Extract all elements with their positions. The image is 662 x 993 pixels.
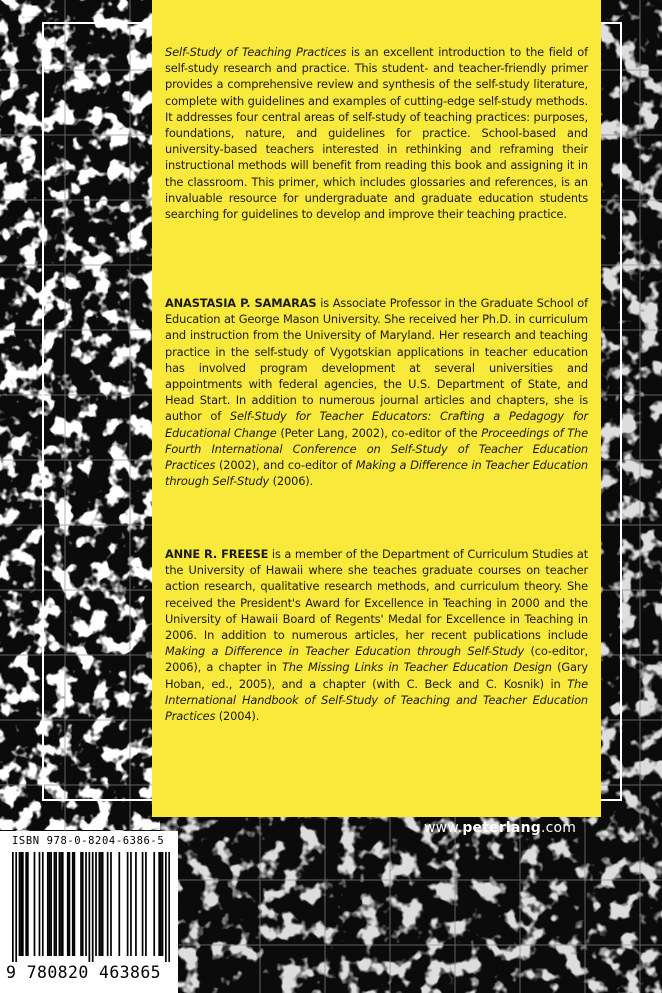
barcode-bar <box>47 852 49 956</box>
barcode-bar <box>62 852 64 956</box>
publisher-website: www.peterlang.com <box>424 820 577 836</box>
barcode-icon <box>12 852 170 962</box>
barcode-bar <box>127 852 129 956</box>
barcode-bar <box>42 852 44 956</box>
barcode-bar <box>102 852 104 956</box>
barcode-bar <box>145 852 147 956</box>
barcode-bar <box>49 852 51 956</box>
barcode-bar <box>118 852 120 956</box>
barcode-bar <box>135 852 137 956</box>
barcode-bar <box>69 852 71 956</box>
barcode-bar <box>39 852 41 956</box>
author-name-freese: ANNE R. FREESE <box>165 547 269 561</box>
barcode-bar <box>72 852 74 956</box>
barcode-bar <box>142 852 144 956</box>
barcode-bar <box>98 852 100 956</box>
isbn-label: ISBN 978-0-8204-6386-5 <box>12 835 165 847</box>
barcode-bar <box>107 852 109 956</box>
barcode-bar <box>95 852 97 956</box>
description-text: is an excellent introduction to the field of self-study research and practice. This student- and teacher-friendly primer provides a comprehensive review and synthesis of the self-study literature, complete with guidelines and examples of cutting-edge self-study methods. It addresses four central areas of self-study of teaching practices: purposes, foundations, nature, and guidelines for practice. School-based and university-based teachers interested in rethinking and reframing their instructional methods will benefit from reading this book and assigning it in the classroom. This primer, which includes glossaries and references, is an invaluable resource for undergraduate and graduate education students searching for guidelines to develop and improve their teaching practice. <box>165 45 588 222</box>
barcode-bar <box>12 852 14 962</box>
isbn-barcode-block <box>0 831 178 993</box>
barcode-bar <box>158 852 160 956</box>
barcode-bar <box>50 852 52 956</box>
barcode-bar <box>82 852 84 956</box>
barcode-bar <box>19 852 21 956</box>
author-bio-freese: ANNE R. FREESE is a member of the Department of Curriculum Studies at the University of Hawaii where she teaches graduate courses on teacher action research, qualitative research methods, and curriculum theory. She received the President's Award for Excellence in Teaching in 2000 and the University of Hawaii Board of Regents' Medal for Excellence in Teaching in 2006. In addition to numerous articles, her recent publications include Making a Difference in Teacher Education through Self-Study (co-editor, 2006), a chapter in The Missing Links in Teacher Education Design (Gary Hoban, ed., 2005), and a chapter (with C. Beck and C. Kosnik) in The International Handbook of Self-Study of Teaching and Teacher Education Practices (2004). <box>165 547 589 724</box>
barcode-bar <box>110 852 112 956</box>
barcode-bar <box>67 852 69 956</box>
barcode-bar <box>89 852 91 962</box>
barcode-digits: 9 780820 463865 <box>6 963 162 982</box>
barcode-bar <box>100 852 102 956</box>
barcode-bar <box>168 852 170 962</box>
barcode-bar <box>160 852 162 956</box>
barcode-bar <box>60 852 62 956</box>
barcode-bar <box>55 852 57 956</box>
barcode-bar <box>85 852 87 956</box>
barcode-bar <box>162 852 164 956</box>
barcode-bar <box>20 852 22 956</box>
barcode-bar <box>59 852 61 956</box>
barcode-bar <box>15 852 17 962</box>
barcode-bar <box>22 852 24 956</box>
author-bio-samaras: ANASTASIA P. SAMARAS is Associate Professor in the Graduate School of Education at George Mason University. She received her Ph.D. in curriculum and instruction from the University of Maryland. Her research and teaching practice in the self-study of Vygotskian applications in teacher education has involved program development at several universities and appointments with federal agencies, the U.S. Department of State, and Head Start. In addition to numerous journal articles and chapters, she is author of Self-Study for Teacher Educators: Crafting a Pedagogy for Educational Change (Peter Lang, 2002), co-editor of the Proceedings of The Fourth International Conference on Self-Study of Teacher Education Practices (2002), and co-editor of Making a Difference in Teacher Education through Self-Study (2006). <box>165 296 588 489</box>
author-name-samaras: ANASTASIA P. SAMARAS <box>165 296 317 310</box>
book-description-paragraph <box>165 44 588 222</box>
barcode-bar <box>80 852 82 956</box>
book-title: Self-Study of Teaching Practices <box>165 45 347 59</box>
barcode-bar <box>27 852 29 956</box>
barcode-bar <box>165 852 167 962</box>
barcode-bar <box>130 852 132 956</box>
frame-line-left <box>42 22 44 801</box>
frame-line-right <box>620 22 622 801</box>
barcode-bar <box>74 852 76 956</box>
barcode-bar <box>54 852 56 956</box>
barcode-bar <box>25 852 27 956</box>
barcode-bar <box>92 852 94 962</box>
barcode-bar <box>153 852 155 956</box>
barcode-bar <box>34 852 36 956</box>
